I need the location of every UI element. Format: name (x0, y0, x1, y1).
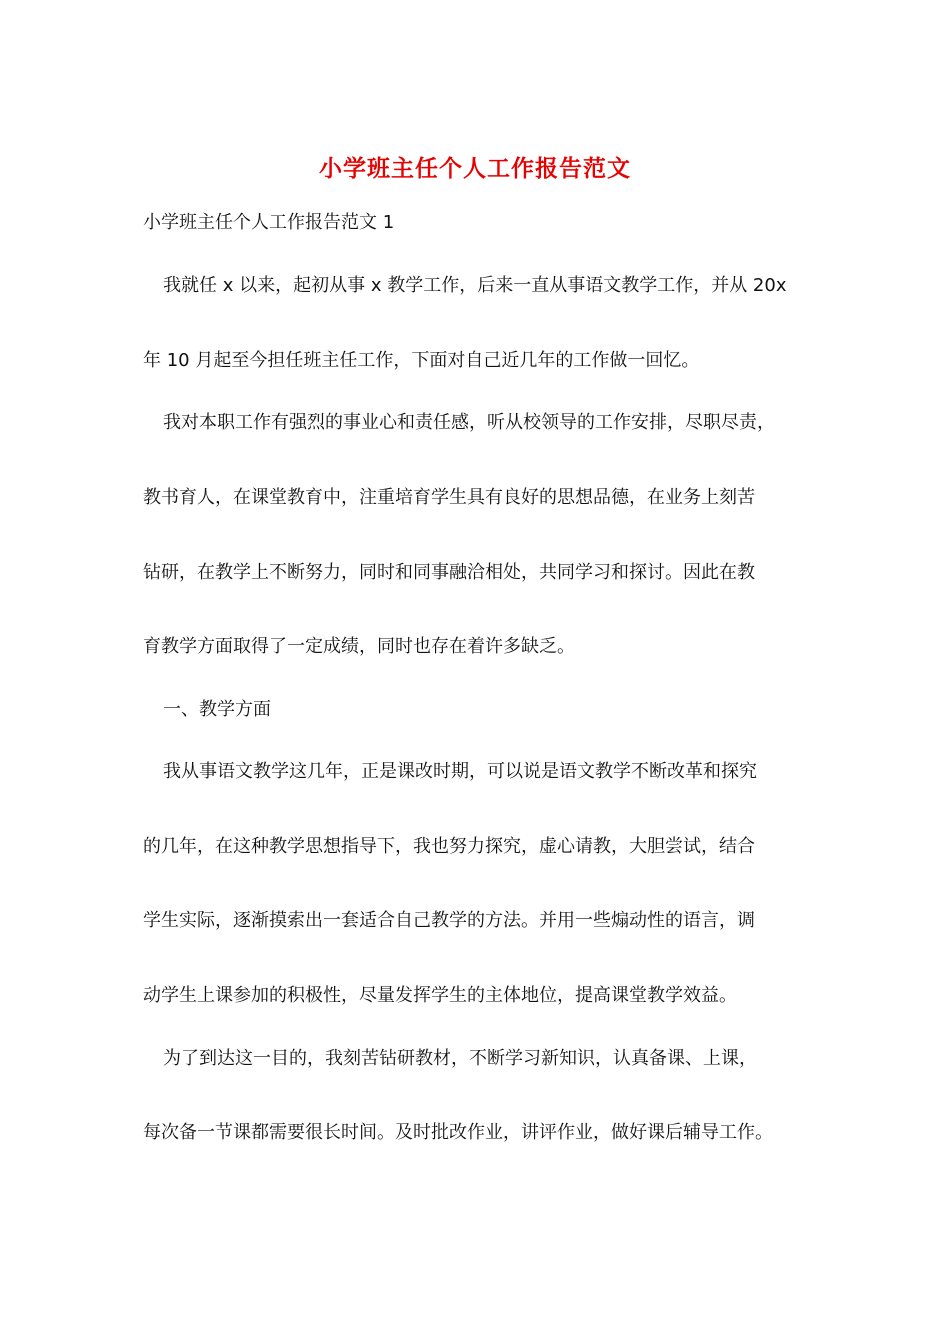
text-line: 我对本职工作有强烈的事业心和责任感，听从校领导的工作安排，尽职尽责， (163, 412, 775, 433)
text-line: 为了到达这一目的，我刻苦钻研教材，不断学习新知识，认真备课、上课， (163, 1048, 757, 1069)
document-title: 小学班主任个人工作报告范文 (319, 155, 631, 182)
text-line: 我从事语文教学这几年，正是课改时期，可以说是语文教学不断改革和探究 (163, 761, 757, 782)
text-line: 钻研，在教学上不断努力，同时和同事融洽相处，共同学习和探讨。因此在教 (143, 562, 755, 583)
text-line: 学生实际，逐渐摸索出一套适合自己教学的方法。并用一些煽动性的语言，调 (143, 910, 755, 931)
text-line: 教书育人，在课堂教育中，注重培育学生具有良好的思想品德，在业务上刻苦 (143, 487, 755, 508)
text-line: 的几年，在这种教学思想指导下，我也努力探究，虚心请教，大胆尝试，结合 (143, 836, 755, 857)
text-line: 动学生上课参加的积极性，尽量发挥学生的主体地位，提高课堂教学效益。 (143, 985, 737, 1006)
text-line: 我就任 x 以来，起初从事 x 教学工作，后来一直从事语文教学工作，并从 20x (163, 275, 787, 296)
text-line: 年 10 月起至今担任班主任工作，下面对自己近几年的工作做一回忆。 (143, 350, 700, 371)
text-line: 每次备一节课都需要很长时间。及时批改作业，讲评作业，做好课后辅导工作。 (143, 1122, 773, 1143)
section-heading: 一、教学方面 (163, 699, 271, 720)
section-heading: 小学班主任个人工作报告范文 1 (143, 212, 395, 233)
text-line: 育教学方面取得了一定成绩，同时也存在着许多缺乏。 (143, 636, 575, 657)
